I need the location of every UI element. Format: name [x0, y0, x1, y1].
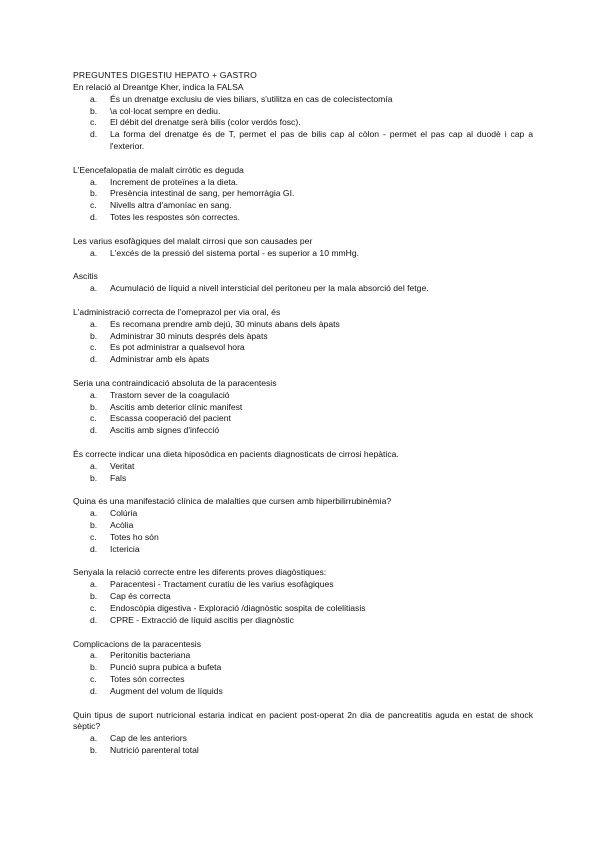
option-marker: c.: [90, 413, 97, 424]
answer-option: [73, 354, 533, 366]
option-text: Es pot administrar a qualsevol hora: [110, 342, 245, 353]
option-text: Ictericia: [110, 543, 140, 554]
option-text: Presència intestinal de sang, per hemorràgia GI.: [110, 188, 295, 199]
question-text: L'Eencefalopatia de malalt cirròtic es deguda: [73, 164, 244, 175]
option-text: Increment de proteïnes a la dieta.: [110, 176, 239, 187]
question-text: Seria una contraindicació absoluta de la paracentesis: [73, 377, 277, 388]
option-text: Nutrició parenteral total: [110, 745, 199, 756]
option-text: Augment del volum de líquids: [110, 685, 223, 696]
answer-option: [73, 579, 533, 591]
option-text: Acòlia: [110, 520, 134, 531]
answer-option: [73, 390, 533, 402]
answer-option: [73, 413, 533, 425]
answer-option: [73, 319, 533, 331]
option-marker: a.: [90, 318, 98, 329]
answer-option: [73, 615, 533, 627]
option-text: Escassa cooperació del pacient: [110, 413, 231, 424]
option-text: Es recomana prendre amb dejú, 30 minuts abans dels àpats: [110, 318, 340, 329]
option-marker: b.: [90, 662, 98, 673]
option-text: Endoscòpia digestiva - Exploració /diagnòstic sospita de colelitiasis: [110, 602, 366, 613]
option-marker: b.: [90, 330, 98, 341]
answer-options: [73, 461, 533, 485]
answer-option: [73, 508, 533, 520]
question-block: [73, 710, 533, 757]
option-text: Ascitis amb signes d'infecció: [110, 425, 220, 436]
answer-option: [73, 331, 533, 343]
answer-option: [73, 544, 533, 556]
question-list: [73, 82, 533, 757]
option-text: Fals: [110, 472, 127, 483]
option-text: Administrar amb els àpats: [110, 354, 210, 365]
answer-option: [73, 650, 533, 662]
question-block: [73, 271, 533, 295]
answer-option: [73, 188, 533, 200]
answer-options: [73, 177, 533, 224]
option-marker: b.: [90, 188, 98, 199]
option-marker: a.: [90, 579, 98, 590]
question-text: Senyala la relació correcte entre les diferents proves diagòstiques:: [73, 567, 327, 578]
answer-option: [73, 662, 533, 674]
option-marker: b.: [90, 105, 98, 116]
option-marker: d.: [90, 425, 98, 436]
answer-option: [73, 520, 533, 532]
answer-option: [73, 674, 533, 686]
option-text: Nivells altra d'amoníac en sang.: [110, 200, 232, 211]
option-text: Totes són correctes: [110, 674, 185, 685]
answer-option: [73, 212, 533, 224]
option-marker: b.: [90, 472, 98, 483]
option-marker: a.: [90, 176, 98, 187]
answer-option: [73, 283, 533, 295]
question-block: [73, 639, 533, 698]
question-block: [73, 567, 533, 626]
option-text: Trastorn sever de la coagulació: [110, 389, 230, 400]
answer-options: [73, 733, 533, 757]
option-marker: a.: [90, 247, 98, 258]
question-text: És correcte indicar una dieta hiposòdica en pacients diagnosticats de cirrosi hepàtica.: [73, 449, 399, 459]
option-text: Cap de les anteriors: [110, 733, 187, 744]
option-marker: d.: [90, 354, 98, 365]
answer-option: [73, 603, 533, 615]
question-text: Ascitis: [73, 271, 98, 282]
answer-option: [73, 248, 533, 260]
question-block: [73, 449, 533, 485]
option-text: És un drenatge exclusiu de vies biliars, s'utilitza en cas de colecistectomía: [110, 93, 393, 104]
question-text: Les varius esofàgiques del malalt cirrosi que son causades per: [73, 235, 313, 246]
answer-option: [73, 733, 533, 745]
answer-option: [73, 129, 533, 153]
answer-option: [73, 106, 533, 118]
question-block: [73, 378, 533, 437]
option-text: L'excés de la pressió del sistema portal - es superior a 10 mmHg.: [110, 247, 360, 258]
answer-option: [73, 473, 533, 485]
answer-option: [73, 402, 533, 414]
option-text: Paracentesi - Tractament curatiu de les varius esofàgiques: [110, 579, 334, 590]
option-marker: b.: [90, 520, 98, 531]
answer-option: [73, 461, 533, 473]
option-marker: c.: [90, 200, 97, 211]
option-marker: a.: [90, 650, 98, 661]
document-page: [73, 70, 533, 769]
option-text: La forma del drenatge és de T, permet el pas de bilis cap al còlon - permet el pas cap al duodè i cap a l'exterior.: [110, 129, 533, 152]
answer-option: [73, 425, 533, 437]
option-text: Punció supra pubica a bufeta: [110, 662, 222, 673]
answer-option: [73, 342, 533, 354]
option-marker: b.: [90, 401, 98, 412]
option-marker: d.: [90, 212, 98, 223]
option-marker: a.: [90, 508, 98, 519]
option-marker: d.: [90, 543, 98, 554]
option-marker: c.: [90, 117, 97, 128]
option-marker: c.: [90, 602, 97, 613]
answer-option: [73, 177, 533, 189]
answer-options: [73, 579, 533, 626]
question-text: Complicacions de la paracentesis: [73, 638, 202, 649]
option-marker: a.: [90, 283, 98, 294]
option-marker: d.: [90, 129, 98, 140]
answer-options: [73, 508, 533, 555]
option-text: Administrar 30 minuts després dels àpats: [110, 330, 268, 341]
option-text: Totes les respostes són correctes.: [110, 212, 240, 223]
answer-option: [73, 200, 533, 212]
option-text: Ascitis amb deterior clínic manifest: [110, 401, 243, 412]
option-marker: b.: [90, 591, 98, 602]
answer-options: [73, 390, 533, 437]
option-text: CPRE - Extracció de líquid ascitis per diagnòstic: [110, 614, 294, 625]
answer-options: [73, 283, 533, 295]
question-text: L'administració correcta de l'omeprazol per via oral, és: [73, 306, 281, 317]
question-block: [73, 307, 533, 366]
question-text: Quin tipus de suport nutricional estaria indicat en pacient post-operat 2n dia de pancreatitis aguda en estat de shock sèptic?: [73, 709, 533, 732]
answer-options: [73, 650, 533, 697]
option-marker: c.: [90, 342, 97, 353]
option-marker: d.: [90, 614, 98, 625]
option-marker: b.: [90, 745, 98, 756]
option-text: Totes ho són: [110, 531, 159, 542]
answer-option: [73, 591, 533, 603]
question-text: En relació al Dreantge Kher, indica la FALSA: [73, 81, 244, 92]
question-block: [73, 236, 533, 260]
answer-option: [73, 117, 533, 129]
option-text: Colúria: [110, 508, 138, 519]
answer-option: [73, 686, 533, 698]
answer-option: [73, 745, 533, 757]
answer-options: [73, 319, 533, 366]
answer-options: [73, 248, 533, 260]
option-text: Acumulació de líquid a nivell intersticial del peritoneu per la mala absorció del fetge.: [110, 283, 429, 294]
answer-options: [73, 94, 533, 153]
option-text: Veritat: [110, 460, 135, 471]
option-marker: a.: [90, 733, 98, 744]
option-text: \a col·locat sempre en dediu.: [110, 105, 221, 116]
answer-option: [73, 94, 533, 106]
option-marker: a.: [90, 460, 98, 471]
question-text: Quina és una manifestació clínica de malalties que cursen amb hiperbilirrubinèmia?: [73, 496, 392, 507]
question-block: [73, 496, 533, 555]
option-marker: d.: [90, 685, 98, 696]
option-text: El débit del drenatge serà bilis (color verdós fosc).: [110, 117, 301, 128]
option-marker: c.: [90, 531, 97, 542]
question-block: [73, 165, 533, 224]
answer-option: [73, 532, 533, 544]
option-marker: a.: [90, 389, 98, 400]
option-marker: c.: [90, 674, 97, 685]
option-marker: a.: [90, 93, 98, 104]
option-text: Peritonitis bacteriana: [110, 650, 191, 661]
document-title: PREGUNTES DIGESTIU HEPATO + GASTRO: [73, 70, 257, 80]
question-block: [73, 82, 533, 153]
option-text: Cap és correcta: [110, 591, 171, 602]
